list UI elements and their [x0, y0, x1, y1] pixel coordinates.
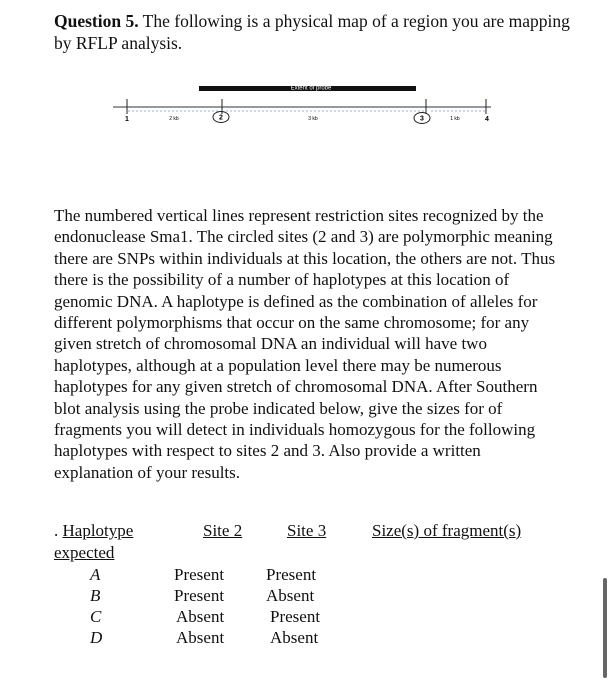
- header-prefix: .: [54, 521, 63, 540]
- distance-label: 3 kb: [308, 116, 318, 122]
- header-site3: Site 3: [287, 521, 327, 540]
- distance-label: 1 kb: [450, 116, 460, 122]
- row-site2: Absent: [176, 628, 225, 647]
- header-haplotype: [54, 520, 133, 541]
- row-site3: Present: [266, 565, 317, 584]
- site-label: 2: [219, 114, 223, 122]
- row-site2: Present: [174, 565, 225, 584]
- row-haplotype: C: [90, 607, 102, 626]
- question-label: Question 5.: [54, 11, 139, 31]
- header-sizes: Size(s) of fragment(s): [372, 521, 522, 540]
- explanation-paragraph: The numbered vertical lines represent restriction sites recognized by the endonuclease Sma1. The circled sites (2 and 3) are polymorphic meaning there are SNPs within individuals at this location, the others are not. Thus there is the possibility of a number of haplotypes at this location of genomic DNA. A haplotype is defined as the combination of alleles for different polymorphisms that occur on the same chromosome; for any given stretch of chromosomal DNA an individual will have two haplotypes, although at a population level there may be numerous haplotypes for any given stretch of chromosomal DNA. After Southern blot analysis using the probe indicated below, give the sizes for of fragments you will detect in individuals homozygous for the following haplotypes with respect to sites 2 and 3. Also provide a written explanation of your results.: [54, 206, 556, 482]
- scrollbar[interactable]: [603, 578, 607, 678]
- header-expected: expected: [54, 543, 115, 562]
- header-haplotype-label: Haplotype: [62, 521, 134, 540]
- site-label: 3: [420, 115, 424, 123]
- site-label: 4: [485, 116, 489, 123]
- row-site3: Present: [270, 607, 321, 626]
- row-site3: Absent: [266, 586, 315, 605]
- site-label: 1: [125, 116, 129, 123]
- restriction-map: [0, 0, 615, 140]
- row-haplotype: A: [90, 565, 101, 584]
- header-site2: Site 2: [203, 521, 243, 540]
- question-intro: The following is a physical map of a region you are mapping by RFLP analysis.: [54, 11, 570, 53]
- row-site3: Absent: [270, 628, 319, 647]
- probe-label: Extent of probe: [290, 85, 332, 92]
- row-haplotype: B: [90, 586, 101, 605]
- distance-label: 2 kb: [169, 116, 179, 122]
- row-haplotype: D: [90, 628, 103, 647]
- row-site2: Present: [174, 586, 225, 605]
- row-site2: Absent: [176, 607, 225, 626]
